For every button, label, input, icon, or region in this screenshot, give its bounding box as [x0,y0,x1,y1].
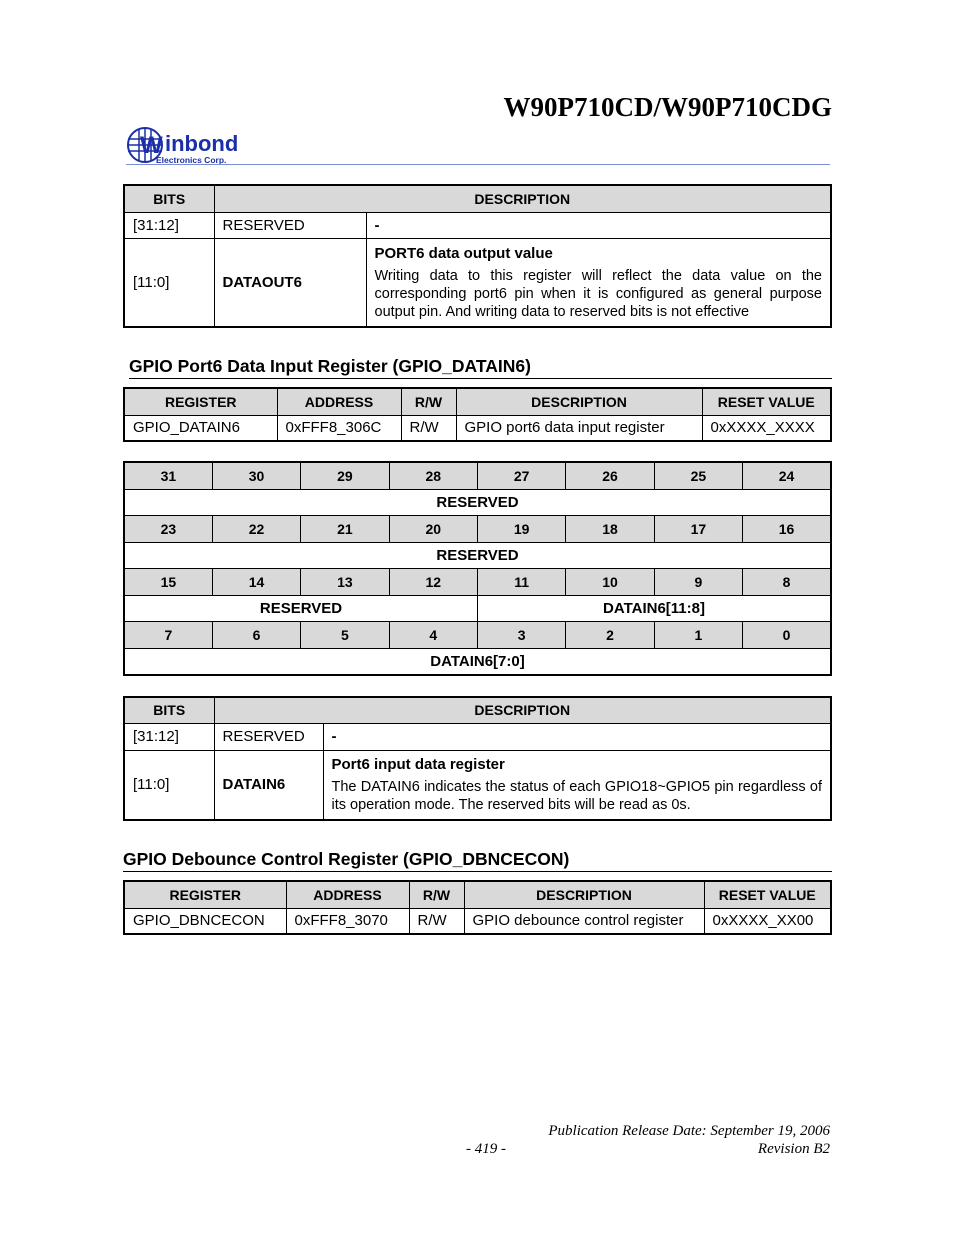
page-number: - 419 - [466,1141,506,1157]
description-cell: GPIO debounce control register [464,908,704,934]
bit-number: 15 [124,569,212,596]
description-title: PORT6 data output value [374,244,553,262]
bit-number: 5 [301,622,389,649]
bit-number: 2 [566,622,654,649]
bits-cell: [11:0] [124,238,214,327]
bit-number: 28 [389,462,477,490]
field-name-cell: DATAOUT6 [214,238,366,327]
bits-cell: [31:12] [124,212,214,238]
section-heading-datain6 [129,356,832,379]
description-title: Port6 input data register [331,756,505,774]
bit-number: 29 [301,462,389,490]
bit-number: 1 [654,622,742,649]
bit-number: 23 [124,516,212,543]
bit-field: DATAIN6[7:0] [124,649,831,676]
rw-cell: R/W [401,415,456,441]
col-header-address: ADDRESS [286,881,409,908]
bit-number: 24 [743,462,831,490]
bit-field: RESERVED [124,543,831,569]
col-header-register: REGISTER [124,388,277,415]
bit-number: 8 [743,569,831,596]
register-name-cell: GPIO_DATAIN6 [124,415,277,441]
winbond-logo [126,126,256,166]
bit-number: 11 [478,569,566,596]
bit-number: 14 [212,569,300,596]
bit-number: 31 [124,462,212,490]
header-divider [126,164,830,165]
col-header-reset-value: RESET VALUE [702,388,831,415]
col-header-address: ADDRESS [277,388,401,415]
col-header-description: DESCRIPTION [464,881,704,908]
col-header-description: DESCRIPTION [214,697,831,723]
bit-number: 26 [566,462,654,490]
bits-cell: [31:12] [124,723,214,750]
col-header-bits: BITS [124,697,214,723]
bit-number: 17 [654,516,742,543]
bit-number: 4 [389,622,477,649]
description-cell: - [366,212,831,238]
bit-number: 16 [743,516,831,543]
reset-value-cell: 0xXXXX_XX00 [704,908,831,934]
revision-label: Revision B2 [757,1141,830,1157]
svg-text:Electronics Corp.: Electronics Corp. [156,155,227,165]
bit-number: 18 [566,516,654,543]
bit-number: 27 [478,462,566,490]
document-title: W90P710CD/W90P710CDG [503,92,832,122]
section-heading-dbncecon [123,849,832,872]
svg-text:inbond: inbond [165,131,239,156]
register-table-dbncecon [123,880,832,935]
col-header-description: DESCRIPTION [214,185,831,212]
bit-number: 3 [478,622,566,649]
bit-field: RESERVED [124,490,831,516]
bit-field: DATAIN6[11:8] [478,596,832,622]
reset-value-cell: 0xXXXX_XXXX [702,415,831,441]
register-name-cell: GPIO_DBNCECON [124,908,286,934]
bit-number: 12 [389,569,477,596]
section-heading-text: GPIO Port6 Data Input Register (GPIO_DATAIN6) [129,356,531,376]
col-header-rw: R/W [401,388,456,415]
col-header-rw: R/W [409,881,464,908]
bit-number: 10 [566,569,654,596]
description-cell [323,750,831,820]
rw-cell: R/W [409,908,464,934]
col-header-description: DESCRIPTION [456,388,702,415]
section-heading-text: GPIO Debounce Control Register (GPIO_DBNCECON) [123,849,570,869]
address-cell: 0xFFF8_306C [277,415,401,441]
bit-number: 30 [212,462,300,490]
publication-date: Publication Release Date: September 19, 2006 [548,1123,830,1139]
address-cell: 0xFFF8_3070 [286,908,409,934]
bit-number: 20 [389,516,477,543]
description-cell [366,238,831,327]
col-header-register: REGISTER [124,881,286,908]
field-name-cell: RESERVED [214,212,366,238]
bit-number: 0 [743,622,831,649]
col-header-bits: BITS [124,185,214,212]
description-body: The DATAIN6 indicates the status of each GPIO18~GPIO5 pin regardless of its operation mode. The reserved bits will be read as 0s. [331,779,822,814]
bit-number: 25 [654,462,742,490]
bit-number: 21 [301,516,389,543]
description-cell: - [323,723,831,750]
field-name-cell: RESERVED [214,723,323,750]
bit-number: 22 [212,516,300,543]
bit-number: 13 [301,569,389,596]
description-body: Writing data to this register will reflect the data value on the corresponding port6 pin when it is configured as general purpose output pin. And writing data to reserved bits is not effective [374,267,822,320]
bit-number: 7 [124,622,212,649]
register-table-datain6 [123,387,832,442]
description-cell: GPIO port6 data input register [456,415,702,441]
bit-number: 6 [212,622,300,649]
bits-cell: [11:0] [124,750,214,820]
svg-text:W: W [140,132,163,159]
col-header-reset-value: RESET VALUE [704,881,831,908]
bit-field: RESERVED [124,596,478,622]
datain6-bits-table [123,696,832,821]
field-name-cell: DATAIN6 [214,750,323,820]
bitmap-table [123,461,832,676]
dataout6-bits-table [123,184,832,328]
bit-number: 9 [654,569,742,596]
bit-number: 19 [478,516,566,543]
